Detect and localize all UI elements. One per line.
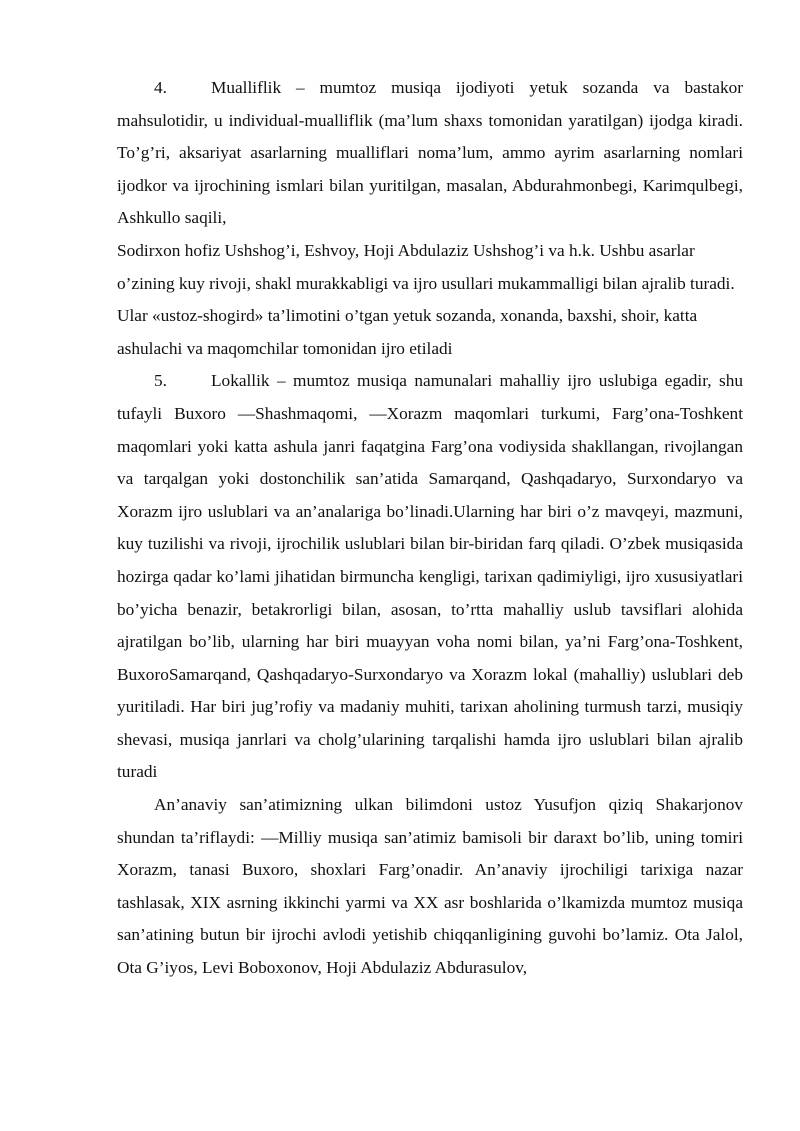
list-number: 4. <box>154 78 167 97</box>
list-item-5 <box>117 365 743 789</box>
paragraph-ananaviy: An’anaviy san’atimizning ulkan bilimdoni ustoz Yusufjon qiziq Shakarjonov shundan ta’riflaydi: ―Milliy musiqa san’atimiz bamisoli bir daraxt bo’lib, uning tomiri Xorazm, tanasi Buxoro, shoxlari Farg’onadir. An’anaviy ijrochiligi tarixiga nazar tashlasak, XIX asrning ikkinchi yarmi va XX asr boshlarida o’lkamizda mumtoz musiqa san’atining butun bir ijrochi avlodi yetishib chiqqanligining guvohi bo’lamiz. Ota Jalol, Ota G’iyos, Levi Boboxonov, Hoji Abdulaziz Abdurasulov, <box>117 795 743 978</box>
paragraph-names: Sodirxon hofiz Ushshog’i, Eshvoy, Hoji Abdulaziz Ushshog’i va h.k. Ushbu asarlar o’zining kuy rivoji, shakl murakkabligi va ijro usullari mukammalligi bilan ajralib turadi. <box>117 240 735 293</box>
document-body <box>117 72 743 985</box>
list-item-4 <box>117 72 743 235</box>
list-item-text: Lokallik – mumtoz musiqa namunalari mahalliy ijro uslubiga egadir, shu tufayli Buxoro ―Shashmaqomi, ―Xorazm maqomlari turkumi, Farg’ona-Toshkent maqomlari yoki katta ashula janri faqatgina Farg’ona vodiysida shakllangan, rivojlangan va tarqalgan yoki dostonchilik san’atida Samarqand, Qashqadaryo, Surxondaryo va Xorazm ijro uslublari va an’analariga bo’linadi.Ularning har biri o’z mavqeyi, mazmuni, kuy tuzilishi va rivoji, ijrochilik uslublari bilan bir-biridan farq qiladi. O’zbek musiqasida hozirga qadar ko’lami jihatidan birmuncha kengligi, tarixan qadimiyligi, ijro xususiyatlari bo’yicha benazir, betakrorligi bilan, asosan, to’rtta mahalliy uslub tavsiflari alohida ajratilgan bo’lib, ularning har biri muayyan voha nomi bilan, ya’ni Farg’ona-Toshkent, BuxoroSamarqand, Qashqadaryo-Surxondaryo va Xorazm lokal (mahalliy) uslublari deb yuritiladi. Har biri jug’rofiy va madaniy muhiti, tarixan aholining turmush tarzi, musiqiy shevasi, musiqa janrlari va cholg’ularining tarqalishi hamda ijro uslublari bilan ajralib turadi <box>117 371 743 782</box>
list-number: 5. <box>154 371 167 391</box>
list-item-text: Mualliflik – mumtoz musiqa ijodiyoti yetuk sozanda va bastakor mahsulotidir, u individual-mualliflik (ma’lum shaxs tomonidan yaratilgan) ijodga kiradi. To’g’ri, aksariyat asarlarning mualliflari noma’lum, ammo ayrim asarlarning nomlari ijodkor va ijrochining ismlari bilan yuritilgan, masalan, Abdurahmonbegi, Karimqulbegi, Ashkullo saqili, <box>117 78 743 228</box>
paragraph-ustoz: Ular «ustoz-shogird» ta’limotini o’tgan yetuk sozanda, xonanda, baxshi, shoir, katta ashulachi va maqomchilar tomonidan ijro etiladi <box>117 306 698 358</box>
